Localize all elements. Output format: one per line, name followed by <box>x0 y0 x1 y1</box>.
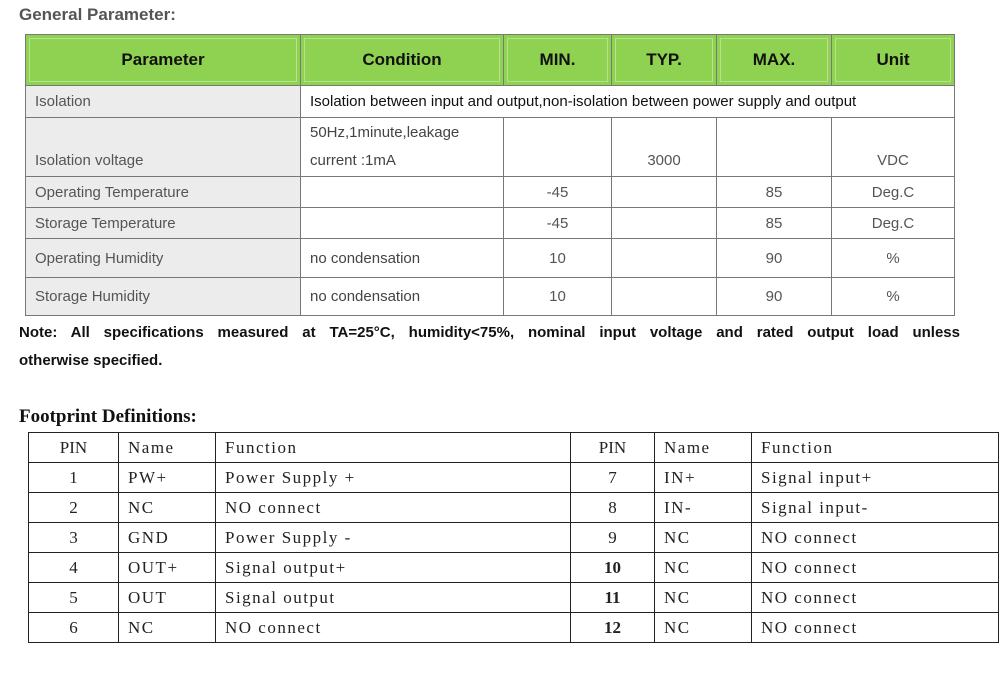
pin-name: NC <box>655 583 752 613</box>
param-min: 10 <box>504 239 612 278</box>
header-name: Name <box>119 433 216 463</box>
table-row <box>29 493 999 523</box>
pin-function: Power Supply + <box>216 463 571 493</box>
param-typ: 3000 <box>612 118 717 177</box>
pin-function: NO connect <box>752 553 999 583</box>
param-typ <box>612 239 717 278</box>
param-condition <box>301 208 504 239</box>
param-condition <box>301 118 504 177</box>
table-row <box>29 463 999 493</box>
pin-number: 2 <box>29 493 119 523</box>
pin-function: NO connect <box>752 613 999 643</box>
pin-name: OUT+ <box>119 553 216 583</box>
param-name: Storage Humidity <box>26 278 301 316</box>
param-condition <box>301 177 504 208</box>
pin-name: NC <box>655 613 752 643</box>
param-typ <box>612 278 717 316</box>
param-name: Storage Temperature <box>26 208 301 239</box>
pin-number: 7 <box>571 463 655 493</box>
footprint-table <box>28 432 999 643</box>
table-row <box>26 278 955 316</box>
general-parameter-table <box>25 34 955 316</box>
pin-number: 10 <box>571 553 655 583</box>
table-row <box>29 553 999 583</box>
param-max: 85 <box>717 208 832 239</box>
param-max: 85 <box>717 177 832 208</box>
param-unit: % <box>832 278 955 316</box>
param-unit: VDC <box>832 118 955 177</box>
table-row <box>29 523 999 553</box>
param-max <box>717 118 832 177</box>
pin-number: 8 <box>571 493 655 523</box>
table-row <box>26 177 955 208</box>
pin-function: NO connect <box>216 613 571 643</box>
pin-number: 11 <box>571 583 655 613</box>
pin-function: Signal input- <box>752 493 999 523</box>
pin-name: NC <box>655 523 752 553</box>
pin-name: NC <box>119 613 216 643</box>
header-min: MIN. <box>504 35 612 86</box>
table-row <box>26 86 955 118</box>
param-min <box>504 118 612 177</box>
header-pin: PIN <box>29 433 119 463</box>
pin-number: 12 <box>571 613 655 643</box>
general-parameter-heading: General Parameter: <box>19 5 176 24</box>
pin-name: GND <box>119 523 216 553</box>
table-header-row <box>26 35 955 86</box>
pin-number: 9 <box>571 523 655 553</box>
pin-name: IN- <box>655 493 752 523</box>
header-function: Function <box>752 433 999 463</box>
param-min: -45 <box>504 177 612 208</box>
pin-number: 5 <box>29 583 119 613</box>
header-max: MAX. <box>717 35 832 86</box>
table-row <box>29 613 999 643</box>
pin-number: 3 <box>29 523 119 553</box>
param-condition: no condensation <box>301 278 504 316</box>
param-unit: Deg.C <box>832 208 955 239</box>
condition-line: current :1mA <box>310 152 396 169</box>
param-min: 10 <box>504 278 612 316</box>
table-row <box>26 208 955 239</box>
pin-number: 4 <box>29 553 119 583</box>
pin-function: Signal output+ <box>216 553 571 583</box>
table-row <box>26 239 955 278</box>
param-typ <box>612 177 717 208</box>
param-max: 90 <box>717 239 832 278</box>
table-row <box>26 118 955 177</box>
header-unit: Unit <box>832 35 955 86</box>
table-header-row <box>29 433 999 463</box>
param-name: Isolation <box>26 86 301 118</box>
header-typ: TYP. <box>612 35 717 86</box>
pin-name: OUT <box>119 583 216 613</box>
param-min: -45 <box>504 208 612 239</box>
pin-function: Power Supply - <box>216 523 571 553</box>
pin-function: Signal output <box>216 583 571 613</box>
footprint-heading: Footprint Definitions: <box>19 406 197 427</box>
pin-function: NO connect <box>752 583 999 613</box>
param-unit: Deg.C <box>832 177 955 208</box>
pin-name: NC <box>655 553 752 583</box>
param-name: Isolation voltage <box>26 118 301 177</box>
pin-name: IN+ <box>655 463 752 493</box>
pin-name: NC <box>119 493 216 523</box>
param-unit: % <box>832 239 955 278</box>
specification-note <box>19 319 960 375</box>
pin-number: 6 <box>29 613 119 643</box>
note-line: otherwise specified. <box>19 352 163 369</box>
header-parameter: Parameter <box>26 35 301 86</box>
table-row <box>29 583 999 613</box>
param-name: Operating Humidity <box>26 239 301 278</box>
pin-name: PW+ <box>119 463 216 493</box>
header-name: Name <box>655 433 752 463</box>
note-line: Note: All specifications measured at TA=25°C, humidity<75%, nominal input voltage and rated output load unless <box>19 324 960 341</box>
condition-line: 50Hz,1minute,leakage <box>310 124 460 141</box>
isolation-condition: Isolation between input and output,non-isolation between power supply and output <box>301 86 955 118</box>
header-condition: Condition <box>301 35 504 86</box>
pin-function: NO connect <box>216 493 571 523</box>
param-condition: no condensation <box>301 239 504 278</box>
param-typ <box>612 208 717 239</box>
param-name: Operating Temperature <box>26 177 301 208</box>
pin-function: NO connect <box>752 523 999 553</box>
header-function: Function <box>216 433 571 463</box>
header-pin: PIN <box>571 433 655 463</box>
pin-function: Signal input+ <box>752 463 999 493</box>
param-max: 90 <box>717 278 832 316</box>
pin-number: 1 <box>29 463 119 493</box>
